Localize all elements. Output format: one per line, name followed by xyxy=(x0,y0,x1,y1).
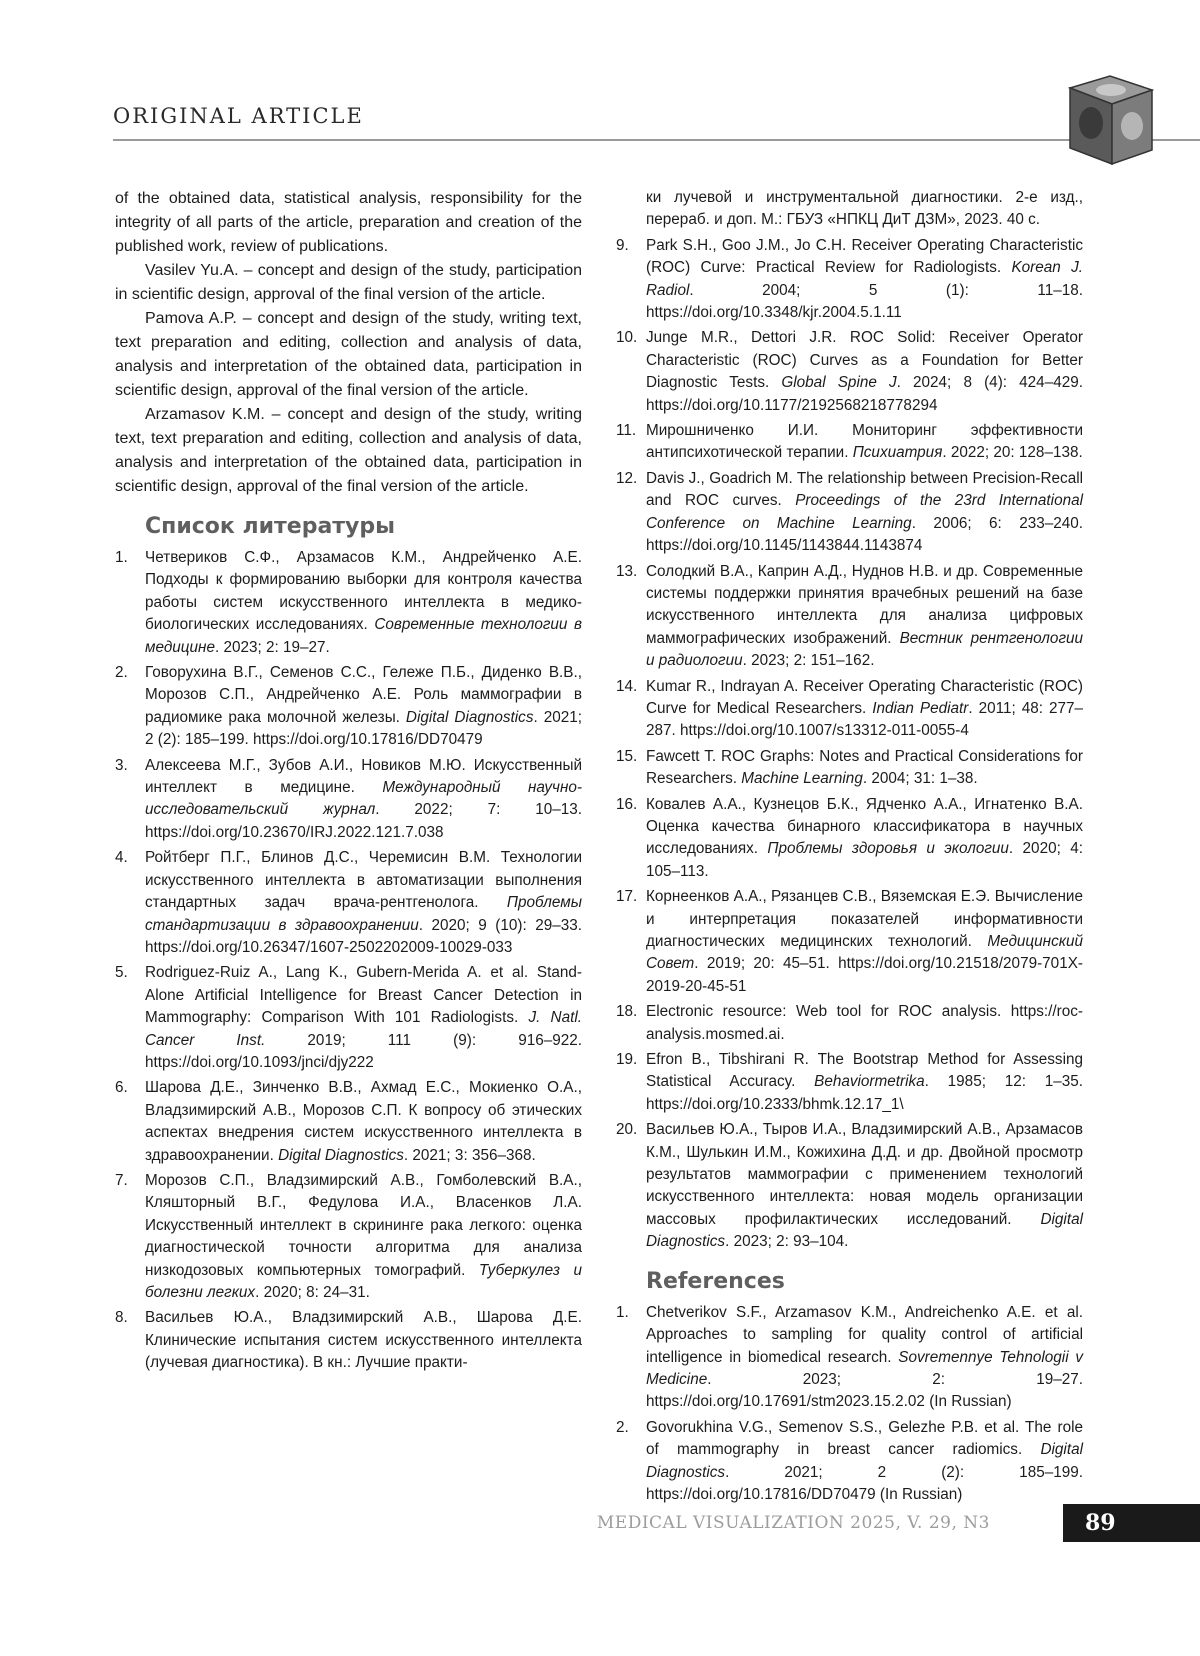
journal-footer: MEDICAL VISUALIZATION 2025, V. 29, N3 xyxy=(597,1513,990,1533)
reference-text: Четвериков С.Ф., Арзамасов К.М., Андрейченко А.Е. Подходы к формированию выборки для контроля качества работы систем искусственного интеллекта в медико-биологических исследованиях. xyxy=(145,549,582,633)
reference-number: 19. xyxy=(616,1049,637,1071)
reference-journal: Современные технологии в медицине xyxy=(145,616,582,655)
reference-details: . 2022; 7: 10–13. https://doi.org/10.23670/IRJ.2022.121.7.038 xyxy=(145,801,582,840)
reference-journal: Digital Diagnostics xyxy=(278,1147,404,1164)
contribution-paragraph: Arzamasov K.M. – concept and design of the study, writing text, text preparation and editing, collection and analysis of data, analysis and interpretation of the obtained data, participation in scientific design, approval of the final version of the article. xyxy=(115,403,582,499)
reference-journal: J. Natl. Cancer Inst. xyxy=(145,1009,582,1048)
reference-journal: Indian Pediatr xyxy=(872,700,968,717)
reference-journal: Digital Diagnostics xyxy=(646,1441,1083,1480)
header-divider xyxy=(113,139,1200,141)
russian-reference-list xyxy=(115,547,582,1375)
reference-number: 9. xyxy=(616,235,629,257)
reference-journal: Вестник рентгенологии и радиологии xyxy=(646,630,1083,669)
reference-journal: Machine Learning xyxy=(741,770,863,787)
reference-text: Davis J., Goadrich M. The relationship between Precision-Recall and ROC curves. xyxy=(646,470,1083,509)
reference-number: 16. xyxy=(616,794,637,816)
reference-text: Говорухина В.Г., Семенов С.С., Гележе П.Б., Диденко В.В., Морозов С.П., Андрейченко А.Е. Роль маммографии в радиомике рака молочной железы. xyxy=(145,664,582,726)
reference-number: 10. xyxy=(616,327,637,349)
reference-details: . 2023; 2: 19–27. https://doi.org/10.17691/stm2023.15.2.02 (In Russian) xyxy=(646,1371,1083,1410)
reference-item xyxy=(616,1302,1083,1414)
reference-number: 4. xyxy=(115,847,128,869)
reference-details: . 2021; 3: 356–368. xyxy=(404,1147,536,1164)
reference-item xyxy=(115,755,582,845)
reference-number: 7. xyxy=(115,1170,128,1192)
reference-text: Kumar R., Indrayan A. Receiver Operating Characteristic (ROC) Curve for Medical Researchers. xyxy=(646,678,1083,717)
reference-details: . 2021; 2 (2): 185–199. https://doi.org/10.17816/DD70479 (In Russian) xyxy=(646,1464,1083,1503)
reference-item xyxy=(115,1170,582,1304)
reference-journal: Proceedings of the 23rd International Conference on Machine Learning xyxy=(646,492,1083,531)
reference-item xyxy=(115,547,582,659)
reference-item xyxy=(115,1077,582,1167)
reference-details: . 2004; 31: 1–38. xyxy=(863,770,978,787)
english-reference-list xyxy=(616,1302,1083,1507)
reference-details: . 2004; 5 (1): 11–18. https://doi.org/10.3348/kjr.2004.5.1.11 xyxy=(646,282,1083,321)
reference-item xyxy=(616,468,1083,558)
reference-details: . 2021; 2 (2): 185–199. https://doi.org/10.17816/DD70479 xyxy=(145,709,582,748)
reference-number: 15. xyxy=(616,746,637,768)
reference-number: 17. xyxy=(616,886,637,908)
reference-number: 1. xyxy=(616,1302,629,1324)
reference-number: 13. xyxy=(616,561,637,583)
reference-text: Мирошниченко И.И. Мониторинг эффективности антипсихотической терапии. xyxy=(646,422,1083,461)
reference-details: . 1985; 12: 1–35. https://doi.org/10.2333/bhmk.12.17_1\ xyxy=(646,1073,1083,1112)
reference-item xyxy=(616,1119,1083,1253)
reference-number: 1. xyxy=(115,547,128,569)
reference-journal: Психиатрия xyxy=(853,444,943,461)
left-column xyxy=(115,187,582,1378)
reference-text: Park S.H., Goo J.M., Jo C.H. Receiver Operating Characteristic (ROC) Curve: Practical Review for Radiologists. xyxy=(646,237,1083,276)
reference-text: Васильев Ю.А., Владзимирский А.В., Шарова Д.Е. Клинические испытания систем искусственного интеллекта (лучевая диагностика). В кн.: Лучшие практи- xyxy=(145,1309,582,1371)
reference-item xyxy=(115,662,582,752)
reference-number: 2. xyxy=(616,1417,629,1439)
reference-text: Rodriguez-Ruiz A., Lang K., Gubern-Merida A. et al. Stand-Alone Artificial Intelligence for Breast Cancer Detection in Mammography: Comparison With 101 Radiologists. xyxy=(145,964,582,1026)
reference-journal: Туберкулез и болезни легких xyxy=(145,1262,582,1301)
reference-details: . 2020; 4: 105–113. xyxy=(646,840,1083,879)
reference-journal: Sovremennye Tehnologii v Medicine xyxy=(646,1349,1083,1388)
russian-references-heading: Список литературы xyxy=(145,513,582,541)
reference-item xyxy=(616,886,1083,998)
reference-details: . 2023; 2: 19–27. xyxy=(215,639,330,656)
reference-details: . 2019; 20: 45–51. https://doi.org/10.21518/2079-701X-2019-20-45-51 xyxy=(646,955,1083,994)
reference-item xyxy=(616,420,1083,465)
reference-item xyxy=(616,746,1083,791)
reference-item xyxy=(115,1307,582,1374)
reference-item xyxy=(115,847,582,959)
reference-journal: Проблемы здоровья и экологии xyxy=(767,840,1009,857)
reference-item xyxy=(616,1049,1083,1116)
reference-text: Govorukhina V.G., Semenov S.S., Gelezhe P.B. et al. The role of mammography in breast cancer radiomics. xyxy=(646,1419,1083,1458)
reference-number: 6. xyxy=(115,1077,128,1099)
reference-item xyxy=(616,1001,1083,1046)
reference-text: Ковалев А.А., Кузнецов Б.К., Ядченко А.А., Игнатенко В.А. Оценка качества бинарного классификатора в научных исследованиях. xyxy=(646,796,1083,858)
page-number: 89 xyxy=(1085,1510,1116,1536)
reference-continuation: ки лучевой и инструментальной диагностики. 2-е изд., перераб. и доп. М.: ГБУЗ «НПКЦ ДиТ ДЗМ», 2023. 40 с. xyxy=(616,187,1083,232)
contribution-paragraph: Vasilev Yu.A. – concept and design of the study, participation in scientific design, approval of the final version of the article. xyxy=(115,259,582,307)
reference-item xyxy=(616,1417,1083,1507)
reference-number: 5. xyxy=(115,962,128,984)
russian-reference-list-continued xyxy=(616,235,1083,1254)
running-header: ORIGINAL ARTICLE xyxy=(113,104,364,128)
right-column xyxy=(616,187,1083,1509)
medical-cube-logo-icon xyxy=(1040,68,1170,168)
reference-text: Васильев Ю.А., Тыров И.А., Владзимирский А.В., Арзамасов К.М., Шулькин И.М., Кожихина Д.Д. и др. Двойной просмотр результатов маммографии с применением технологий искусственного интеллекта: новая модель организации массовых профилактических исследований. xyxy=(646,1121,1083,1228)
reference-text: Шарова Д.Е., Зинченко В.В., Ахмад Е.С., Мокиенко О.А., Владзимирский А.В., Морозов С.П. К вопросу об этических аспектах внедрения систем искусственного интеллекта в здравоохранении. xyxy=(145,1079,582,1163)
reference-details: 2019; 111 (9): 916–922. https://doi.org/10.1093/jnci/djy222 xyxy=(145,1032,582,1071)
reference-number: 8. xyxy=(115,1307,128,1329)
page-number-box xyxy=(1063,1504,1200,1542)
reference-text: Солодкий В.А., Каприн А.Д., Нуднов Н.В. и др. Современные системы поддержки принятия врачебных решений на базе искусственного интеллекта для анализа цифровых маммографических изображений. xyxy=(646,563,1083,647)
reference-details: . 2023; 2: 93–104. xyxy=(725,1233,848,1250)
contribution-paragraph: Pamova A.P. – concept and design of the study, writing text, text preparation and editing, collection and analysis of data, analysis and interpretation of the obtained data, participation in scientific design, approval of the final version of the article. xyxy=(115,307,582,403)
reference-text: Efron B., Tibshirani R. The Bootstrap Method for Assessing Statistical Accuracy. xyxy=(646,1051,1083,1090)
reference-number: 2. xyxy=(115,662,128,684)
reference-number: 12. xyxy=(616,468,637,490)
reference-journal: Digital Diagnostics xyxy=(646,1211,1083,1250)
reference-details: . 2020; 8: 24–31. xyxy=(255,1284,370,1301)
reference-text: Fawcett T. ROC Graphs: Notes and Practical Considerations for Researchers. xyxy=(646,748,1083,787)
reference-details: . 2020; 9 (10): 29–33. https://doi.org/10.26347/1607-2502202009-10029-033 xyxy=(145,917,582,956)
reference-journal: Проблемы стандартизации в здравоохранении xyxy=(145,894,582,933)
reference-text: Junge M.R., Dettori J.R. ROC Solid: Receiver Operator Characteristic (ROC) Curves as a Foundation for Better Diagnostic Tests. xyxy=(646,329,1083,391)
reference-item xyxy=(616,794,1083,884)
reference-details: . 2022; 20: 128–138. xyxy=(942,444,1082,461)
reference-number: 14. xyxy=(616,676,637,698)
reference-item xyxy=(616,327,1083,417)
reference-text: Корнеенков А.А., Рязанцев С.В., Вяземская Е.Э. Вычисление и интерпретация показателей информативности диагностических медицинских технологий. xyxy=(646,888,1083,950)
reference-number: 11. xyxy=(616,420,636,442)
reference-item xyxy=(616,676,1083,743)
reference-journal: Digital Diagnostics xyxy=(406,709,534,726)
reference-details: . 2024; 8 (4): 424–429. https://doi.org/10.1177/2192568218778294 xyxy=(646,374,1083,413)
contribution-paragraph: of the obtained data, statistical analysis, responsibility for the integrity of all parts of the article, preparation and creation of the published work, review of publications. xyxy=(115,187,582,259)
reference-journal: Behaviormetrika xyxy=(814,1073,925,1090)
reference-journal: Медицинский Совет xyxy=(646,933,1083,972)
reference-journal: Global Spine J xyxy=(781,374,896,391)
references-heading: References xyxy=(646,1268,1083,1296)
reference-journal: Korean J. Radiol xyxy=(646,259,1083,298)
reference-text: Electronic resource: Web tool for ROC analysis. https://roc-analysis.mosmed.ai. xyxy=(646,1003,1083,1042)
reference-text: Алексеева М.Г., Зубов А.И., Новиков М.Ю. Искусственный интеллект в медицине. xyxy=(145,757,582,796)
reference-details: . 2006; 6: 233–240. https://doi.org/10.1145/1143844.1143874 xyxy=(646,515,1083,554)
reference-text: Морозов С.П., Владзимирский А.В., Гомболевский В.А., Кляшторный В.Г., Федулова И.А., Власенков Л.А. Искусственный интеллект в скрининге рака легкого: оценка диагностической точности алгоритма для анализа низкодозовых компьютерных томографий. xyxy=(145,1172,582,1279)
reference-number: 18. xyxy=(616,1001,637,1023)
reference-item xyxy=(115,962,582,1074)
reference-details: . 2011; 48: 277–287. https://doi.org/10.1007/s13312-011-0055-4 xyxy=(646,700,1083,739)
reference-text: Chetverikov S.F., Arzamasov K.M., Andreichenko A.E. et al. Approaches to sampling for quality control of artificial intelligence in biomedical research. xyxy=(646,1304,1083,1366)
reference-item xyxy=(616,235,1083,325)
reference-details: . 2023; 2: 151–162. xyxy=(743,652,875,669)
reference-text: Ройтберг П.Г., Блинов Д.С., Черемисин В.М. Технологии искусственного интеллекта в автоматизации выполнения стандартных задач врача-рентгенолога. xyxy=(145,849,582,911)
reference-number: 3. xyxy=(115,755,128,777)
reference-item xyxy=(616,561,1083,673)
reference-number: 20. xyxy=(616,1119,637,1141)
reference-journal: Международный научно-исследовательский журнал xyxy=(145,779,582,818)
